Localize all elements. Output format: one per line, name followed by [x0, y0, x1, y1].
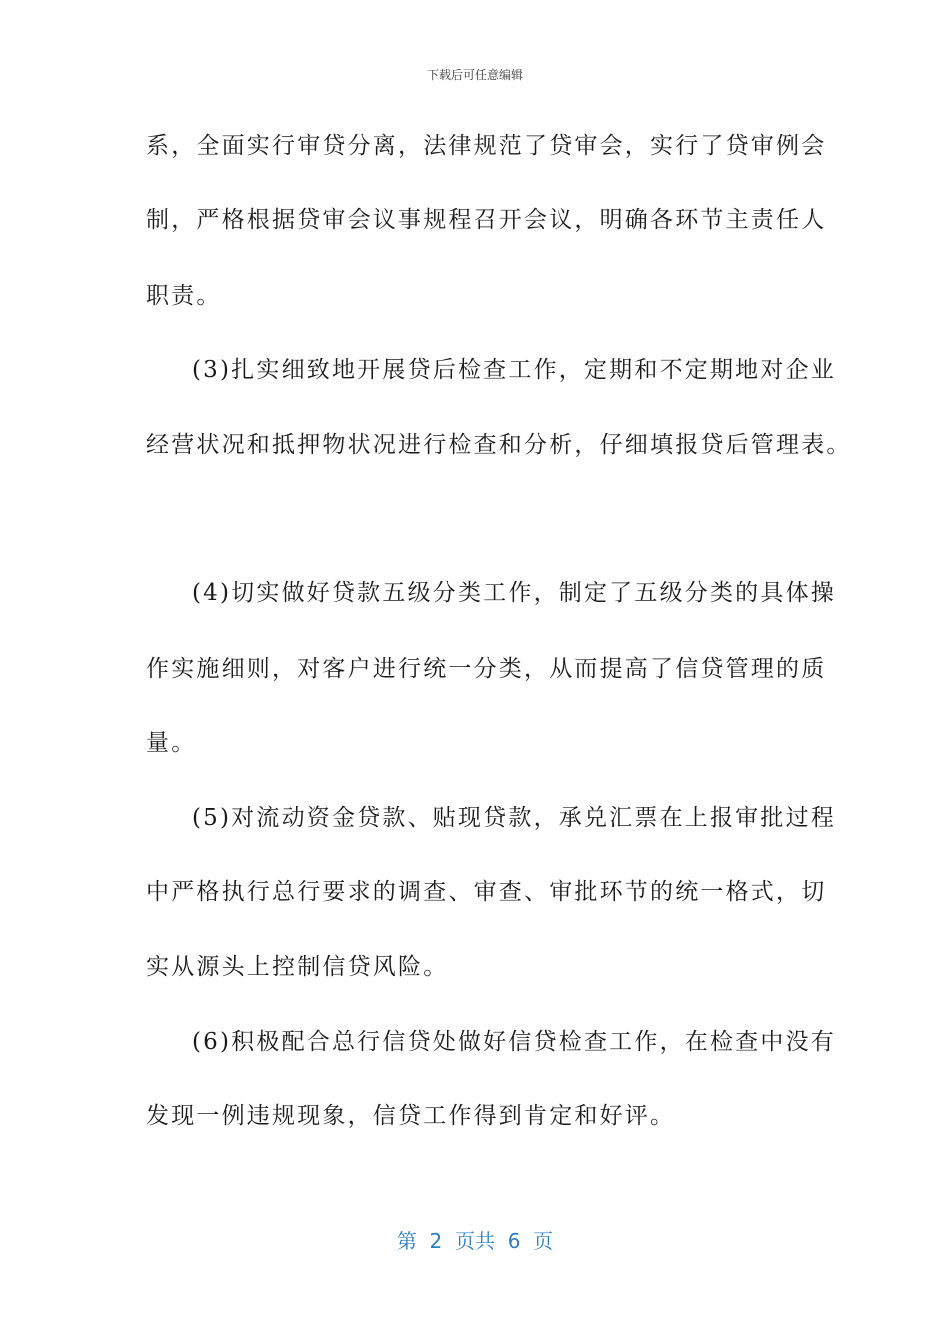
- body-line: 发现一例违规现象，信贷工作得到肯定和好评。: [146, 1103, 676, 1129]
- body-line: 量。: [146, 730, 197, 756]
- paragraph-3-line: (3)扎实细致地开展贷后检查工作，定期和不定期地对企业: [192, 357, 836, 383]
- paragraph-5-line: (5)对流动资金贷款、贴现贷款，承兑汇票在上报审批过程: [192, 805, 836, 831]
- paragraph-4-line: (4)切实做好贷款五级分类工作，制定了五级分类的具体操: [192, 580, 836, 606]
- body-line: 职责。: [146, 283, 222, 309]
- body-line: 中严格执行总行要求的调查、审查、审批环节的统一格式，切: [146, 879, 827, 905]
- body-line: 系，全面实行审贷分离，法律规范了贷审会，实行了贷审例会: [146, 133, 827, 159]
- body-line: 作实施细则，对客户进行统一分类，从而提高了信贷管理的质: [146, 656, 827, 682]
- body-line: 制，严格根据贷审会议事规程召开会议，明确各环节主责任人: [146, 207, 827, 233]
- body-line: 经营状况和抵押物状况进行检查和分析，仔细填报贷后管理表。: [146, 432, 852, 458]
- body-line: 实从源头上控制信贷风险。: [146, 954, 449, 980]
- page-number-footer: 第 2 页共 6 页: [396, 1229, 554, 1253]
- page-header: 下载后可任意编辑: [426, 68, 523, 82]
- paragraph-6-line: (6)积极配合总行信贷处做好信贷检查工作，在检查中没有: [192, 1029, 836, 1055]
